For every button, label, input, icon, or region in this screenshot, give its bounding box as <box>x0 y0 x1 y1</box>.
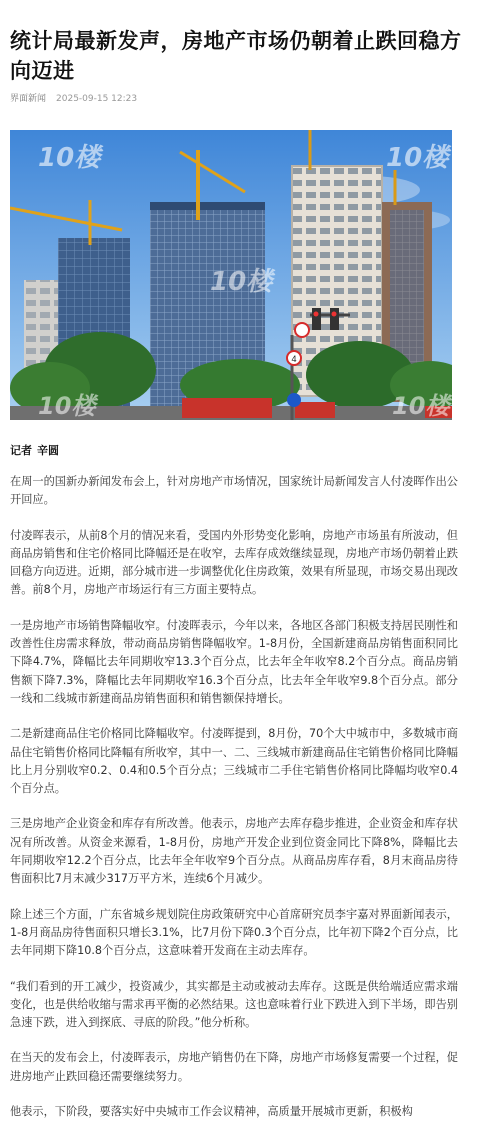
source-label[interactable]: 界面新闻 <box>10 94 47 104</box>
paragraph: 他表示，下阶段，要落实好中央城市工作会议精神，高质量开展城市更新，积极构 <box>10 1105 413 1119</box>
paragraph: 三是房地产企业资金和库存有所改善。他表示，房地产去库存稳步推进，企业资金和库存状况有所改善。从资金来源看，1-8月份，房地产开发企业到位资金同比下降8%，降幅比去年同期收窄12.2个百分点，比去年全年收窄9个百分点。从商品房库存看，8月末商品房待售面积比7月末减少317万平方米，连续6个月减少。 <box>10 817 458 886</box>
paragraph: 付凌晖表示，从前8个月的情况来看，受国内外形势变化影响，房地产市场虽有所波动，但商品房销售和住宅价格同比降幅还是在收窄，去库存成效继续显现，房地产市场仍朝着止跌回稳方向迈进。近期，部分城市进一步调整优化住房政策，效果有所显现，市场交易出现改善。前8个月，房地产市场运行有三方面主要特点。 <box>10 528 458 597</box>
article-meta <box>10 91 137 104</box>
hero-image <box>10 130 452 420</box>
author-line <box>10 442 59 458</box>
paragraph: 二是新建商品住宅价格同比降幅收窄。付凌晖提到，8月份，70个大中城市中，多数城市商品住宅销售价格同比降幅有所收窄，其中一、二、三线城市新建商品住宅销售价格同比降幅比上月分别收窄0.2、0.4和0.5个百分点；三线城市二手住宅销售价格同比降幅均收窄0.4个百分点。 <box>10 727 458 796</box>
paragraph: 除上述三个方面，广东省城乡规划院住房政策研究中心首席研究员李宇嘉对界面新闻表示，1-8月商品房待售面积只增长3.1%，比7月份下降0.3个百分点，比年初下降2个百分点，比去年同期下降10.8个百分点，这意味着开发商在主动去库存。 <box>10 907 458 958</box>
article-title: 统计局最新发声，房地产市场仍朝着止跌回稳方向迈进 <box>10 29 462 84</box>
paragraph: “我们看到的开工减少，投资减少，其实都是主动或被动去库存。这既是供给端适应需求端变化，也是供给收缩与需求再平衡的必然结果。这也意味着行业下跌进入到下半场，即告别急速下跌，进入到探底、寻底的阶段。”他分析称。 <box>10 979 458 1030</box>
watermark-bottom-right: 10楼 <box>392 392 450 420</box>
speed-sign-text: 4 <box>291 354 297 364</box>
construction-photo <box>10 130 452 420</box>
author-label: 记者 <box>10 444 32 457</box>
publish-date: 2025-09-15 12:23 <box>56 94 138 104</box>
watermark-bottom-left: 10楼 <box>38 392 96 420</box>
watermark-top-left: 10楼 <box>38 143 101 173</box>
watermark-top-right: 10楼 <box>386 143 449 173</box>
watermark-center: 10楼 <box>210 267 273 297</box>
paragraph: 在周一的国新办新闻发布会上，针对房地产市场情况，国家统计局新闻发言人付凌晖作出公开回应。 <box>10 475 458 507</box>
paragraph: 在当天的发布会上，付凌晖表示，房地产销售仍在下降，房地产市场修复需要一个过程，促进房地产止跌回稳还需要继续努力。 <box>10 1051 458 1083</box>
article-body <box>10 473 458 1138</box>
paragraph: 一是房地产市场销售降幅收窄。付凌晖表示，今年以来，各地区各部门积极支持居民刚性和改善性住房需求释放，带动商品房销售降幅收窄。1-8月份，全国新建商品房销售面积同比下降4.7%，降幅比去年同期收窄13.3个百分点，比去年全年收窄8.2个百分点。商品房销售额下降7.3%，降幅比去年同期收窄16.3个百分点，比去年全年收窄9.8个百分点。部分一线和二线城市新建商品房销售面积和销售额保持增长。 <box>10 618 458 705</box>
author-name: 辛圆 <box>37 444 59 457</box>
